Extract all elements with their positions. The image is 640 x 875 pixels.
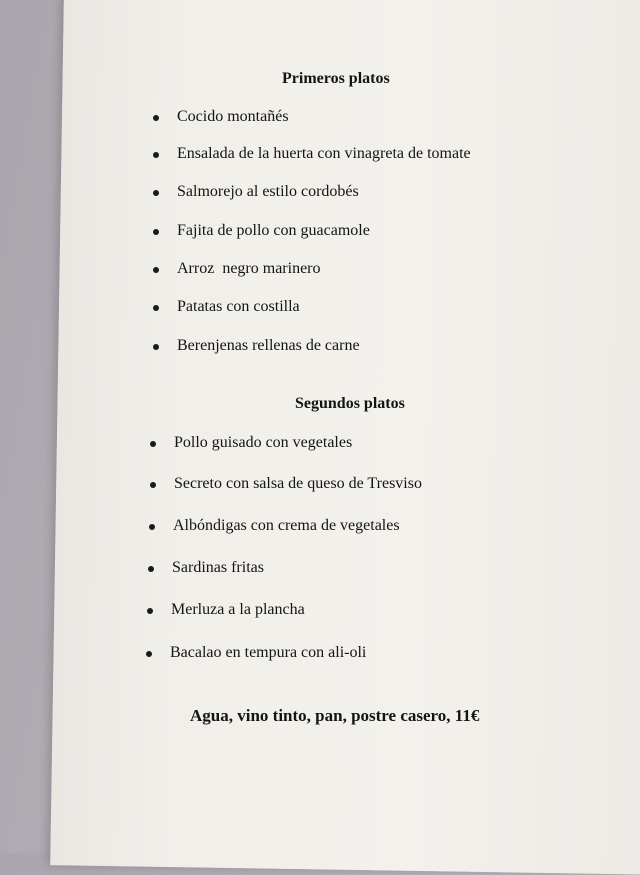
- bullet-icon: [147, 608, 153, 614]
- bullet-icon: [148, 566, 154, 572]
- menu-item: Salmorejo al estilo cordobés: [177, 183, 359, 201]
- bullet-icon: [153, 344, 159, 350]
- menu-item: Sardinas fritas: [172, 559, 264, 577]
- menu-item: Pollo guisado con vegetales: [174, 434, 352, 452]
- menu-item: Cocido montañés: [177, 108, 289, 126]
- menu-item: Merluza a la plancha: [171, 601, 305, 619]
- menu-item: Berenjenas rellenas de carne: [177, 337, 360, 355]
- bullet-icon: [153, 190, 159, 196]
- bullet-icon: [153, 115, 159, 121]
- menu-item: Secreto con salsa de queso de Tresviso: [174, 475, 422, 493]
- menu-item: Arroz negro marinero: [177, 260, 321, 278]
- bullet-icon: [153, 152, 159, 158]
- second-courses-title: Segundos platos: [295, 395, 405, 412]
- first-courses-title: Primeros platos: [282, 70, 390, 87]
- menu-item: Ensalada de la huerta con vinagreta de tomate: [177, 145, 471, 163]
- menu-footer-price: Agua, vino tinto, pan, postre casero, 11€: [190, 706, 480, 725]
- bullet-icon: [150, 441, 156, 447]
- bullet-icon: [150, 482, 156, 488]
- menu-item: Albóndigas con crema de vegetales: [173, 517, 400, 535]
- menu-item: Patatas con costilla: [177, 298, 300, 316]
- bullet-icon: [153, 305, 159, 311]
- menu-item: Bacalao en tempura con ali-oli: [170, 644, 366, 662]
- bullet-icon: [149, 524, 155, 530]
- menu-item: Fajita de pollo con guacamole: [177, 222, 370, 240]
- bullet-icon: [153, 229, 159, 235]
- bullet-icon: [153, 267, 159, 273]
- bullet-icon: [146, 651, 152, 657]
